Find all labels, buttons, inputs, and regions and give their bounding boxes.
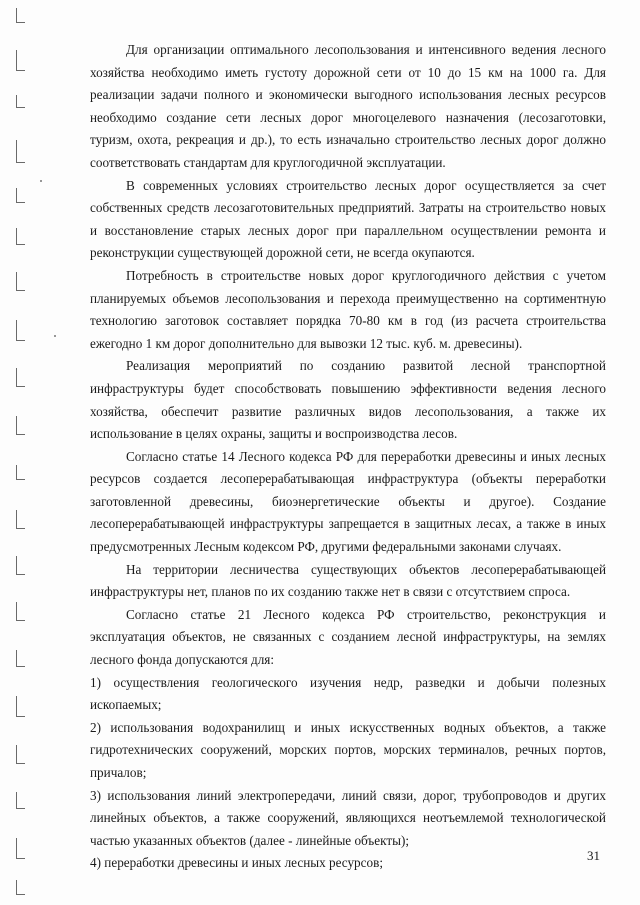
binding-mark bbox=[16, 602, 25, 621]
binding-mark bbox=[16, 140, 25, 163]
paragraph-road-demand: Потребность в строительстве новых дорог круглогодичного действия с учетом планируемых объемов лесопользования и перехода преимущественно на сортиментную технологию заготовок составляет порядка 70-80 км в год (из расчета строительства ежегодно 1 км дорог дополнительно для вывозки 12 тыс. куб. м. древесины). bbox=[90, 267, 606, 351]
paragraph-article-21: Согласно статье 21 Лесного кодекса РФ строительство, реконструкция и эксплуатация объектов, не связанных с созданием лесной инфраструктуры, на землях лесного фонда допускаются для: bbox=[90, 606, 606, 668]
document-body bbox=[90, 39, 606, 875]
paragraph-road-network: Для организации оптимального лесопользования и интенсивного ведения лесного хозяйства необходимо иметь густоту дорожной сети от 10 до 15 км на 1000 га. Для реализации задачи полного и экономически выгодного использования лесных ресурсов необходимо создание сети лесных дорог многоцелевого назначения (лесозаготовки, туризм, охота, рекреация и др.), то есть изначально строительство лесных дорог должно соответствовать стандартам для круглогодичной эксплуатации. bbox=[90, 42, 606, 170]
binding-mark bbox=[16, 368, 25, 387]
binding-mark bbox=[16, 50, 25, 71]
binding-mark bbox=[16, 880, 25, 895]
list-item: 2) использования водохранилищ и иных искусственных водных объектов, а также гидротехнических сооружений, морских портов, морских терминалов, речных портов, причалов; bbox=[90, 719, 606, 780]
scan-speck bbox=[40, 180, 42, 182]
binding-mark bbox=[16, 8, 25, 23]
paragraph-construction-funding: В современных условиях строительство лесных дорог осуществляется за счет собственных средств лесозаготовительных предприятий. Затраты на строительство новых и восстановление старых лесных дорог при параллельном осуществлении ремонта и реконструкции существующей дорожной сети, не всегда окупаются. bbox=[90, 177, 606, 261]
paragraph-article-14: Согласно статье 14 Лесного кодекса РФ для переработки древесины и иных лесных ресурсов создается лесоперерабатывающая инфраструктура (объекты переработки заготовленной древесины, биоэнергетические объекты и другое). Создание лесоперерабатывающей инфраструктуры запрещается в защитных лесах, а также в иных предусмотренных Лесным кодексом РФ, другими федеральными законами случаях. bbox=[90, 448, 606, 555]
list-item: 3) использования линий электропередачи, линий связи, дорог, трубопроводов и других линейных объектов, а также сооружений, являющихся неотъемлемой технологической частью указанных объектов (далее - линейные объекты); bbox=[90, 787, 606, 848]
binding-mark bbox=[16, 696, 25, 717]
paragraph-no-processing-facilities: На территории лесничества существующих объектов лесоперерабатывающей инфраструктуры нет, планов по их созданию также нет в связи с отсутствием спроса. bbox=[90, 561, 606, 600]
list-item: 4) переработки древесины и иных лесных ресурсов; bbox=[90, 855, 383, 871]
binding-mark bbox=[16, 272, 25, 291]
binding-mark bbox=[16, 792, 25, 809]
binding-mark bbox=[16, 745, 25, 764]
scan-speck bbox=[54, 335, 56, 337]
binding-mark bbox=[16, 650, 25, 667]
binding-mark bbox=[16, 510, 25, 529]
binding-mark bbox=[16, 320, 25, 341]
binding-mark bbox=[16, 465, 25, 480]
binding-mark bbox=[16, 556, 25, 575]
binding-mark bbox=[16, 95, 25, 108]
page-number: 31 bbox=[587, 848, 600, 863]
binding-mark bbox=[16, 228, 25, 245]
list-item: 1) осуществления геологического изучения недр, разведки и добычи полезных ископаемых; bbox=[90, 674, 606, 713]
binding-mark bbox=[16, 416, 25, 435]
binding-marks bbox=[6, 0, 28, 905]
binding-mark bbox=[16, 838, 25, 859]
binding-mark bbox=[16, 188, 25, 203]
paragraph-infrastructure-benefits: Реализация мероприятий по созданию развитой лесной транспортной инфраструктуры будет способствовать повышению эффективности ведения лесного хозяйства, обеспечит развитие различных видов лесопользования, а также их использование в целях охраны, защиты и воспроизводства лесов. bbox=[90, 358, 606, 442]
